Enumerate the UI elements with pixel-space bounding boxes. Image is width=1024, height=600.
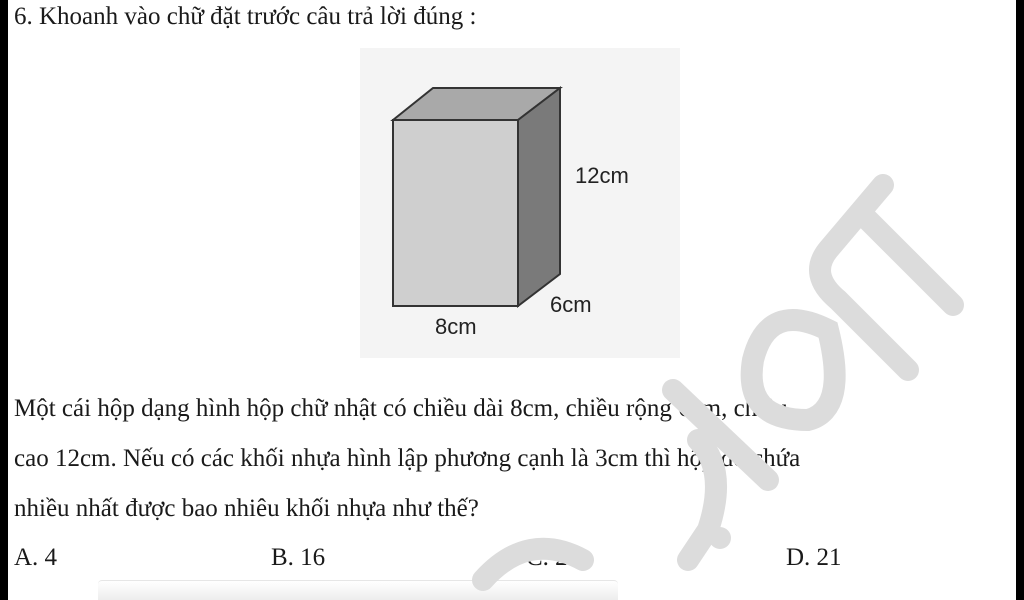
option-b[interactable]: B. 16 xyxy=(271,544,326,571)
box-front-face xyxy=(393,120,518,306)
problem-line: nhiều nhất được bao nhiêu khối nhựa như thế? xyxy=(14,495,479,522)
figure-panel xyxy=(360,48,680,358)
bottom-edge-shade xyxy=(98,580,618,600)
worksheet-page xyxy=(8,0,1016,600)
option-d[interactable]: D. 21 xyxy=(786,544,842,571)
rectangular-box-figure xyxy=(360,48,680,358)
height-label: 12cm xyxy=(575,163,629,188)
option-c[interactable]: C. 20 xyxy=(526,544,581,571)
answer-options xyxy=(14,544,1014,584)
length-label: 8cm xyxy=(435,314,477,339)
problem-line: cao 12cm. Nếu có các khối nhựa hình lập phương cạnh là 3cm thì hộp đó chứa xyxy=(14,445,801,472)
width-label: 6cm xyxy=(550,292,592,317)
box-side-face xyxy=(518,88,560,306)
question-title: 6. Khoanh vào chữ đặt trước câu trả lời đúng : xyxy=(14,3,477,30)
problem-line: Một cái hộp dạng hình hộp chữ nhật có chiều dài 8cm, chiều rộng 6cm, chiều xyxy=(14,395,788,422)
problem-statement xyxy=(14,384,1014,534)
option-a[interactable]: A. 4 xyxy=(14,544,58,571)
